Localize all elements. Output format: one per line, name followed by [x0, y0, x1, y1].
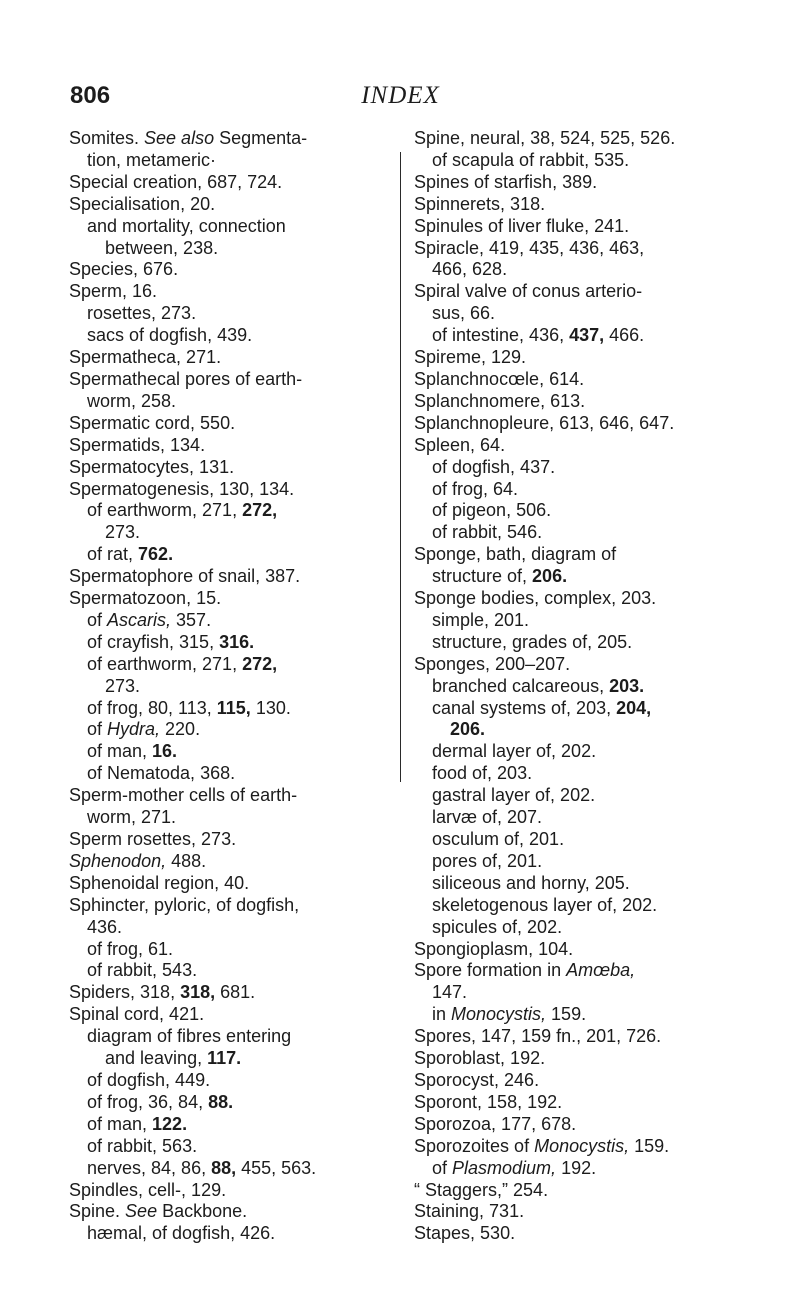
entry-text: Spores, 147, 159 fn., 201, 726.	[414, 1026, 662, 1047]
index-subentry	[414, 829, 766, 851]
index-subentry	[414, 698, 766, 742]
index-entry	[69, 194, 421, 216]
index-entry	[414, 654, 766, 676]
entry-text: 455, 563.	[236, 1157, 317, 1178]
entry-text: in	[432, 1004, 452, 1025]
index-subentry	[414, 873, 766, 895]
entry-text: Spore formation in	[414, 960, 567, 981]
index-entry	[414, 960, 766, 1004]
entry-text: Stapes, 530.	[414, 1223, 516, 1244]
entry-text: Spongioplasm, 104.	[414, 938, 574, 959]
index-column-right	[414, 128, 766, 1245]
figure-page-ref: 115,	[216, 697, 251, 718]
entry-text: of intestine, 436,	[432, 325, 570, 346]
index-subentry	[69, 1092, 421, 1114]
entry-text: Species, 676.	[69, 259, 179, 280]
entry-text: structure, grades of, 205.	[432, 631, 633, 652]
index-entry	[414, 435, 766, 457]
index-entry	[414, 1070, 766, 1092]
figure-page-ref: 88.	[208, 1091, 234, 1112]
italic-term: Hydra,	[107, 719, 161, 740]
entry-text: of scapula of rabbit, 535.	[432, 149, 630, 170]
index-subentry	[69, 325, 421, 347]
index-subentry	[69, 1070, 421, 1092]
entry-text: Spindles, cell-, 129.	[69, 1179, 227, 1200]
index-entry	[414, 1114, 766, 1136]
entry-text: sacs of dogfish, 439.	[87, 325, 253, 346]
index-entry	[414, 369, 766, 391]
index-entry	[69, 785, 421, 829]
entry-text: of	[87, 609, 108, 630]
index-entry	[414, 194, 766, 216]
index-subentry	[414, 150, 766, 172]
index-entry	[69, 566, 421, 588]
entry-text: between, 238.	[105, 237, 219, 258]
entry-text: 466.	[604, 325, 645, 346]
index-entry	[69, 873, 421, 895]
entry-text: Spine.	[69, 1201, 126, 1222]
entry-text: of frog, 36, 84,	[87, 1091, 209, 1112]
entry-text: Specialisation, 20.	[69, 193, 216, 214]
figure-page-ref: 318,	[180, 982, 216, 1003]
index-subentry	[414, 785, 766, 807]
entry-text: of rabbit, 543.	[87, 960, 198, 981]
entry-text: Sponge, bath, diagram of	[414, 544, 617, 565]
entry-text: Spleen, 64.	[414, 434, 506, 455]
index-subentry	[414, 895, 766, 917]
entry-text: of frog, 80, 113,	[87, 697, 217, 718]
entry-text: and leaving,	[105, 1048, 208, 1069]
index-subentry	[69, 719, 421, 741]
entry-text: of	[87, 719, 108, 740]
index-entry	[69, 457, 421, 479]
entry-text: structure of,	[432, 566, 533, 587]
index-entry	[414, 391, 766, 413]
italic-term: Amœba,	[566, 960, 636, 981]
index-subentry	[69, 1026, 421, 1070]
index-subentry	[414, 676, 766, 698]
entry-text: Somites.	[69, 128, 145, 148]
entry-text: Spiral valve of conus arterio-	[414, 281, 643, 302]
index-subentry	[69, 763, 421, 785]
index-entry	[414, 281, 766, 325]
index-entry	[69, 172, 421, 194]
running-title: INDEX	[361, 82, 440, 109]
index-entry	[69, 1201, 421, 1223]
index-subentry	[414, 500, 766, 522]
entry-text: spicules of, 202.	[432, 916, 563, 937]
entry-text: of crayfish, 315,	[87, 631, 220, 652]
index-subentry	[69, 544, 421, 566]
entry-text: Spines of starfish, 389.	[414, 171, 598, 192]
index-entry	[69, 435, 421, 457]
index-subentry	[414, 1004, 766, 1026]
index-subentry	[69, 216, 421, 260]
entry-text: simple, 201.	[432, 609, 530, 630]
index-entry	[414, 544, 766, 588]
page-number: 806	[70, 82, 111, 109]
index-subentry	[414, 632, 766, 654]
entry-text: 273.	[105, 675, 141, 696]
figure-page-ref: 206.	[532, 566, 568, 587]
index-subentry	[414, 457, 766, 479]
index-subentry	[414, 807, 766, 829]
entry-text: of dogfish, 449.	[87, 1069, 211, 1090]
entry-text: of	[432, 1157, 453, 1178]
entry-text: of man,	[87, 741, 153, 762]
figure-page-ref: 272,	[242, 500, 278, 521]
index-entry	[69, 259, 421, 281]
entry-text: Sphincter, pyloric, of dogfish,	[69, 894, 300, 915]
italic-term: Ascaris,	[107, 609, 172, 630]
entry-text: of earthworm, 271,	[87, 653, 243, 674]
entry-text: of rat,	[87, 544, 139, 565]
index-subentry	[69, 610, 421, 632]
figure-page-ref: 272,	[242, 653, 278, 674]
index-subentry	[69, 939, 421, 961]
italic-term: See also	[144, 128, 215, 148]
index-entry	[414, 172, 766, 194]
index-entry	[69, 413, 421, 435]
index-subentry	[69, 1114, 421, 1136]
index-entry	[414, 1092, 766, 1114]
entry-text: Backbone.	[157, 1201, 248, 1222]
entry-text: canal systems of, 203,	[432, 697, 617, 718]
italic-term: Plasmodium,	[452, 1157, 557, 1178]
italic-term: See	[125, 1201, 158, 1222]
index-entry	[414, 128, 766, 150]
entry-text: Splanchnocœle, 614.	[414, 368, 585, 389]
italic-term: Monocystis,	[534, 1135, 630, 1156]
entry-text: Spinules of liver fluke, 241.	[414, 215, 630, 236]
entry-text: 488.	[166, 850, 207, 871]
figure-page-ref: 203.	[609, 675, 645, 696]
index-subentry	[414, 325, 766, 347]
entry-text: 436.	[87, 916, 123, 937]
index-subentry	[69, 698, 421, 720]
index-entry	[69, 982, 421, 1004]
entry-text: of rabbit, 563.	[87, 1135, 198, 1156]
entry-text: larvæ of, 207.	[432, 807, 543, 828]
entry-text: 466, 628.	[432, 259, 508, 280]
index-entry	[414, 216, 766, 238]
entry-text: hæmal, of dogfish, 426.	[87, 1223, 276, 1244]
entry-text: “ Staggers,” 254.	[414, 1179, 549, 1200]
entry-text: skeletogenous layer of, 202.	[432, 894, 658, 915]
entry-text: Spiracle, 419, 435, 436, 463,	[414, 237, 645, 258]
index-entry	[414, 1136, 766, 1158]
entry-text: Spermatids, 134.	[69, 434, 206, 455]
index-entry	[69, 369, 421, 413]
figure-page-ref: 204,	[616, 697, 652, 718]
index-entry	[414, 1026, 766, 1048]
entry-text: siliceous and horny, 205.	[432, 872, 630, 893]
entry-text: 357.	[171, 609, 212, 630]
entry-text: Sporocyst, 246.	[414, 1069, 540, 1090]
entry-text: and mortality, connection	[87, 215, 286, 236]
entry-text: Sperm-mother cells of earth-	[69, 785, 298, 806]
index-entry	[414, 588, 766, 610]
index-entry	[69, 128, 421, 172]
figure-page-ref: 206.	[450, 719, 486, 740]
figure-page-ref: 117.	[207, 1048, 242, 1069]
entry-text: 159.	[629, 1135, 670, 1156]
entry-text: Spiders, 318,	[69, 982, 181, 1003]
figure-page-ref: 762.	[138, 544, 174, 565]
entry-text: osculum of, 201.	[432, 829, 565, 849]
column-divider	[400, 152, 401, 782]
entry-text: 273.	[105, 522, 141, 543]
entry-text: Sponge bodies, complex, 203.	[414, 588, 657, 609]
entry-text: Spireme, 129.	[414, 347, 527, 368]
italic-term: Sphenodon,	[69, 850, 167, 871]
page-header	[0, 82, 801, 112]
entry-text: of rabbit, 546.	[432, 522, 543, 543]
entry-text: of dogfish, 437.	[432, 456, 556, 477]
entry-text: food of, 203.	[432, 763, 533, 784]
entry-text: Sponges, 200–207.	[414, 653, 571, 674]
entry-text: sus, 66.	[432, 303, 496, 324]
entry-text: of frog, 64.	[432, 478, 519, 499]
entry-text: Sporoblast, 192.	[414, 1048, 546, 1069]
entry-text: tion, metameric·	[87, 149, 217, 170]
entry-text: 681.	[215, 982, 256, 1003]
index-subentry	[69, 741, 421, 763]
entry-text: 130.	[250, 697, 291, 718]
entry-text: of frog, 61.	[87, 938, 174, 959]
figure-page-ref: 122.	[152, 1113, 188, 1134]
index-entry	[414, 238, 766, 282]
index-subentry	[69, 960, 421, 982]
index-subentry	[414, 522, 766, 544]
entry-text: rosettes, 273.	[87, 303, 197, 324]
entry-text: branched calcareous,	[432, 675, 610, 696]
entry-text: pores of, 201.	[432, 850, 543, 871]
figure-page-ref: 316.	[219, 631, 255, 652]
index-entry	[414, 1201, 766, 1223]
index-entry	[69, 1004, 421, 1026]
entry-text: gastral layer of, 202.	[432, 785, 596, 806]
index-subentry	[69, 632, 421, 654]
index-entry	[414, 347, 766, 369]
entry-text: 220.	[160, 719, 201, 740]
figure-page-ref: 88,	[211, 1157, 237, 1178]
index-column-left	[69, 128, 421, 1245]
index-subentry	[414, 917, 766, 939]
entry-text: Splanchnopleure, 613, 646, 647.	[414, 412, 675, 433]
index-subentry	[69, 1223, 421, 1245]
entry-text: Spermatozoon, 15.	[69, 588, 222, 609]
index-entry	[69, 829, 421, 851]
index-subentry	[69, 303, 421, 325]
entry-text: Special creation, 687, 724.	[69, 171, 283, 192]
entry-text: 147.	[432, 982, 468, 1003]
entry-text: Sporont, 158, 192.	[414, 1091, 563, 1112]
entry-text: Staining, 731.	[414, 1201, 525, 1222]
index-subentry	[69, 500, 421, 544]
entry-text: Spine, neural, 38, 524, 525, 526.	[414, 128, 676, 148]
entry-text: of pigeon, 506.	[432, 500, 552, 521]
entry-text: Spermatogenesis, 130, 134.	[69, 478, 295, 499]
entry-text: dermal layer of, 202.	[432, 741, 597, 762]
entry-text: worm, 271.	[87, 807, 177, 828]
entry-text: nerves, 84, 86,	[87, 1157, 212, 1178]
index-entry	[69, 347, 421, 369]
entry-text: worm, 258.	[87, 390, 177, 411]
entry-text: of earthworm, 271,	[87, 500, 243, 521]
entry-text: of Nematoda, 368.	[87, 763, 236, 784]
entry-text: Spermatic cord, 550.	[69, 412, 236, 433]
index-entry	[69, 281, 421, 303]
entry-text: Spermatocytes, 131.	[69, 456, 235, 477]
entry-text: of man,	[87, 1113, 153, 1134]
index-subentry	[414, 741, 766, 763]
entry-text: Spinnerets, 318.	[414, 193, 546, 214]
index-subentry	[414, 479, 766, 501]
index-subentry	[69, 1136, 421, 1158]
index-subentry	[414, 610, 766, 632]
italic-term: Monocystis,	[451, 1004, 547, 1025]
entry-text: Sporozoa, 177, 678.	[414, 1113, 577, 1134]
index-entry	[414, 413, 766, 435]
entry-text: diagram of fibres entering	[87, 1026, 292, 1047]
entry-text: Sperm rosettes, 273.	[69, 829, 237, 849]
entry-text: Spermatheca, 271.	[69, 347, 222, 368]
entry-text: Spermatophore of snail, 387.	[69, 566, 301, 587]
index-subentry	[69, 1158, 421, 1180]
index-entry	[69, 851, 421, 873]
index-entry	[69, 479, 421, 501]
entry-text: 159.	[546, 1004, 587, 1025]
index-subentry	[414, 851, 766, 873]
entry-text: Splanchnomere, 613.	[414, 390, 586, 411]
index-entry	[69, 588, 421, 610]
entry-text: Spinal cord, 421.	[69, 1004, 205, 1025]
entry-text: Sporozoites of	[414, 1135, 535, 1156]
index-entry	[414, 1180, 766, 1202]
entry-text: Sphenoidal region, 40.	[69, 872, 250, 893]
index-subentry	[69, 654, 421, 698]
index-entry	[414, 1223, 766, 1245]
index-subentry	[414, 763, 766, 785]
entry-text: Segmenta-	[214, 128, 308, 148]
figure-page-ref: 16.	[152, 741, 178, 762]
figure-page-ref: 437,	[569, 325, 605, 346]
entry-text: Spermathecal pores of earth-	[69, 368, 303, 389]
entry-text: Sperm, 16.	[69, 281, 158, 302]
index-entry	[414, 939, 766, 961]
index-entry	[414, 1048, 766, 1070]
index-entry	[69, 1180, 421, 1202]
entry-text: 192.	[556, 1157, 597, 1178]
index-subentry	[414, 1158, 766, 1180]
index-entry	[69, 895, 421, 939]
